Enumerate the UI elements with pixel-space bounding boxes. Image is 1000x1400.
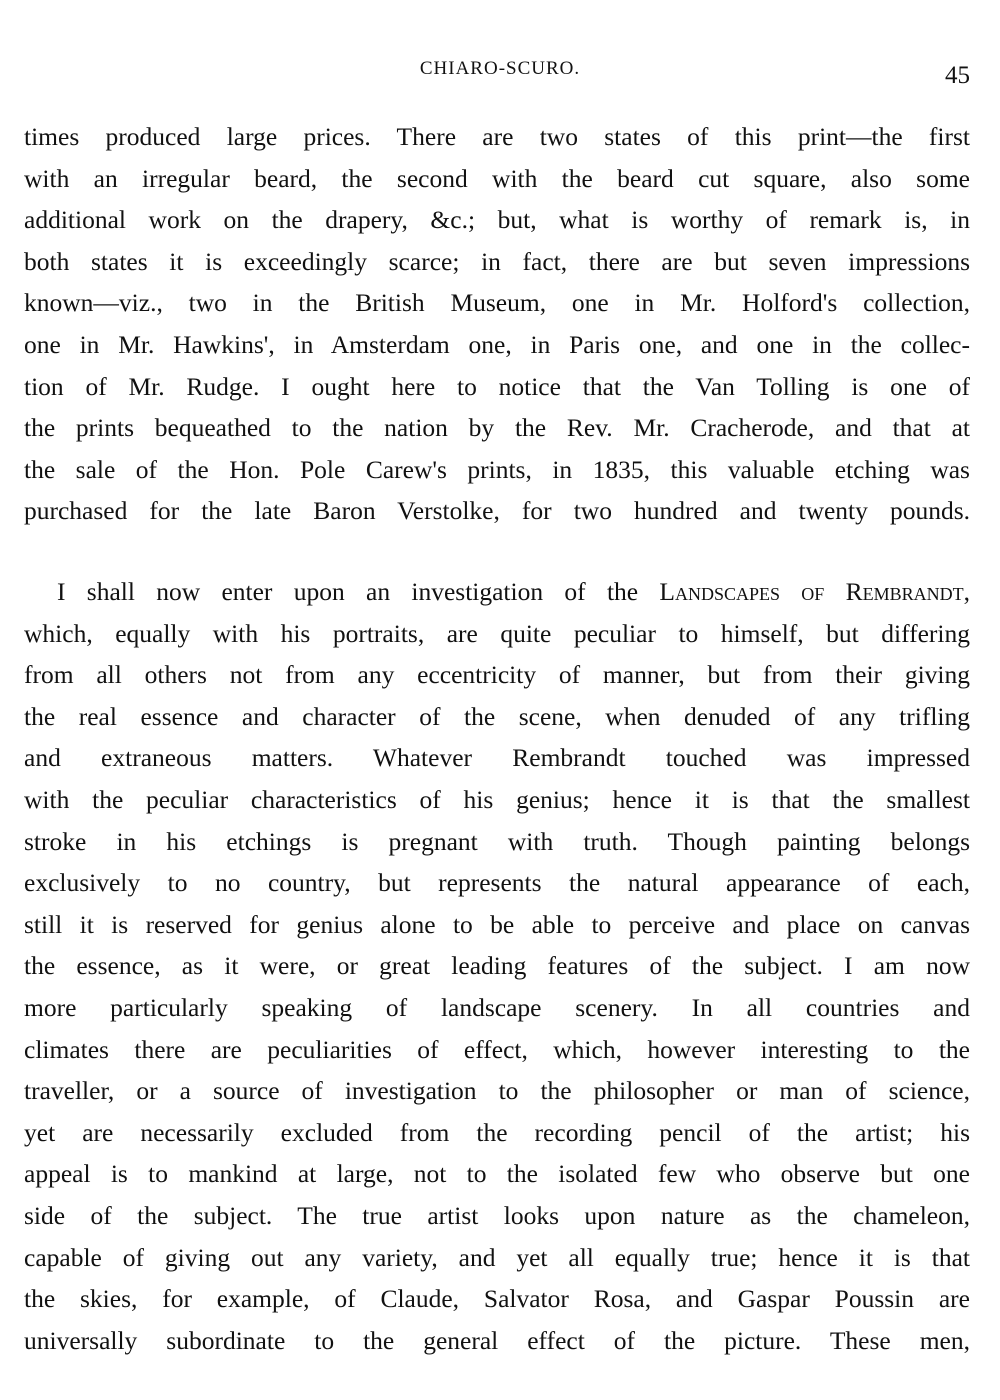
- line-text: ,: [963, 577, 970, 606]
- landscapes-heading: Landscapes of Rembrandt: [659, 577, 964, 606]
- text-line: both states it is exceedingly scarce; in fact, there are but seven impressions: [24, 246, 970, 276]
- text-line: traveller, or a source of investigation to the philosopher or man of science,: [24, 1076, 970, 1106]
- text-line: climates there are peculiarities of effect, which, however interesting to the: [24, 1034, 970, 1064]
- text-line: from all others not from any eccentricity of manner, but from their giving: [24, 660, 970, 690]
- text-line: times produced large prices. There are two states of this print—the first: [24, 122, 970, 151]
- text-line: yet are necessarily excluded from the recording pencil of the artist; his: [24, 1117, 970, 1147]
- text-line: capable of giving out any variety, and yet all equally true; hence it is that: [24, 1242, 970, 1272]
- text-line: the essence, as it were, or great leading features of the subject. I am now: [24, 951, 970, 981]
- text-line: and extraneous matters. Whatever Rembrandt touched was impressed: [24, 743, 970, 773]
- text-line: universally subordinate to the general effect of the picture. These men,: [24, 1325, 970, 1355]
- line-text: I shall now enter upon an investigation of the: [57, 577, 660, 606]
- text-line: which, equally with his portraits, are quite peculiar to himself, but differing: [24, 618, 970, 648]
- text-line: the skies, for example, of Claude, Salvator Rosa, and Gaspar Poussin are: [24, 1284, 970, 1314]
- text-line: appeal is to mankind at large, not to the isolated few who observe but one: [24, 1159, 970, 1189]
- text-line: the prints bequeathed to the nation by the Rev. Mr. Cracherode, and that at: [24, 413, 970, 443]
- text-line: exclusively to no country, but represents the natural appearance of each,: [24, 868, 970, 898]
- text-line: additional work on the drapery, &c.; but, what is worthy of remark is, in: [24, 205, 970, 235]
- text-line: the real essence and character of the scene, when denuded of any trifling: [24, 701, 970, 731]
- text-line: more particularly speaking of landscape scenery. In all countries and: [24, 992, 970, 1022]
- text-line: purchased for the late Baron Verstolke, for two hundred and twenty pounds.: [24, 496, 970, 526]
- paragraph-2: [24, 571, 970, 1361]
- text-line: still it is reserved for genius alone to be able to perceive and place on canvas: [24, 909, 970, 939]
- page-number: 45: [945, 62, 970, 89]
- text-line: tion of Mr. Rudge. I ought here to notice that the Van Tolling is one of: [24, 371, 970, 401]
- text-line: with the peculiar characteristics of his genius; hence it is that the smallest: [24, 784, 970, 814]
- text-line: stroke in his etchings is pregnant with truth. Though painting belongs: [24, 826, 970, 856]
- text-line: with an irregular beard, the second with the beard cut square, also some: [24, 163, 970, 193]
- paragraph-1: [24, 116, 970, 532]
- text-line: known—viz., two in the British Museum, one in Mr. Holford's collection,: [24, 288, 970, 318]
- text-line: the sale of the Hon. Pole Carew's prints, in 1835, this valuable etching was: [24, 454, 970, 484]
- text-line: side of the subject. The true artist looks upon nature as the chameleon,: [24, 1200, 970, 1230]
- text-line-first: [24, 571, 970, 613]
- text-line: one in Mr. Hawkins', in Amsterdam one, in Paris one, and one in the collec-: [24, 329, 970, 359]
- running-head: CHIARO-SCURO.: [419, 58, 581, 79]
